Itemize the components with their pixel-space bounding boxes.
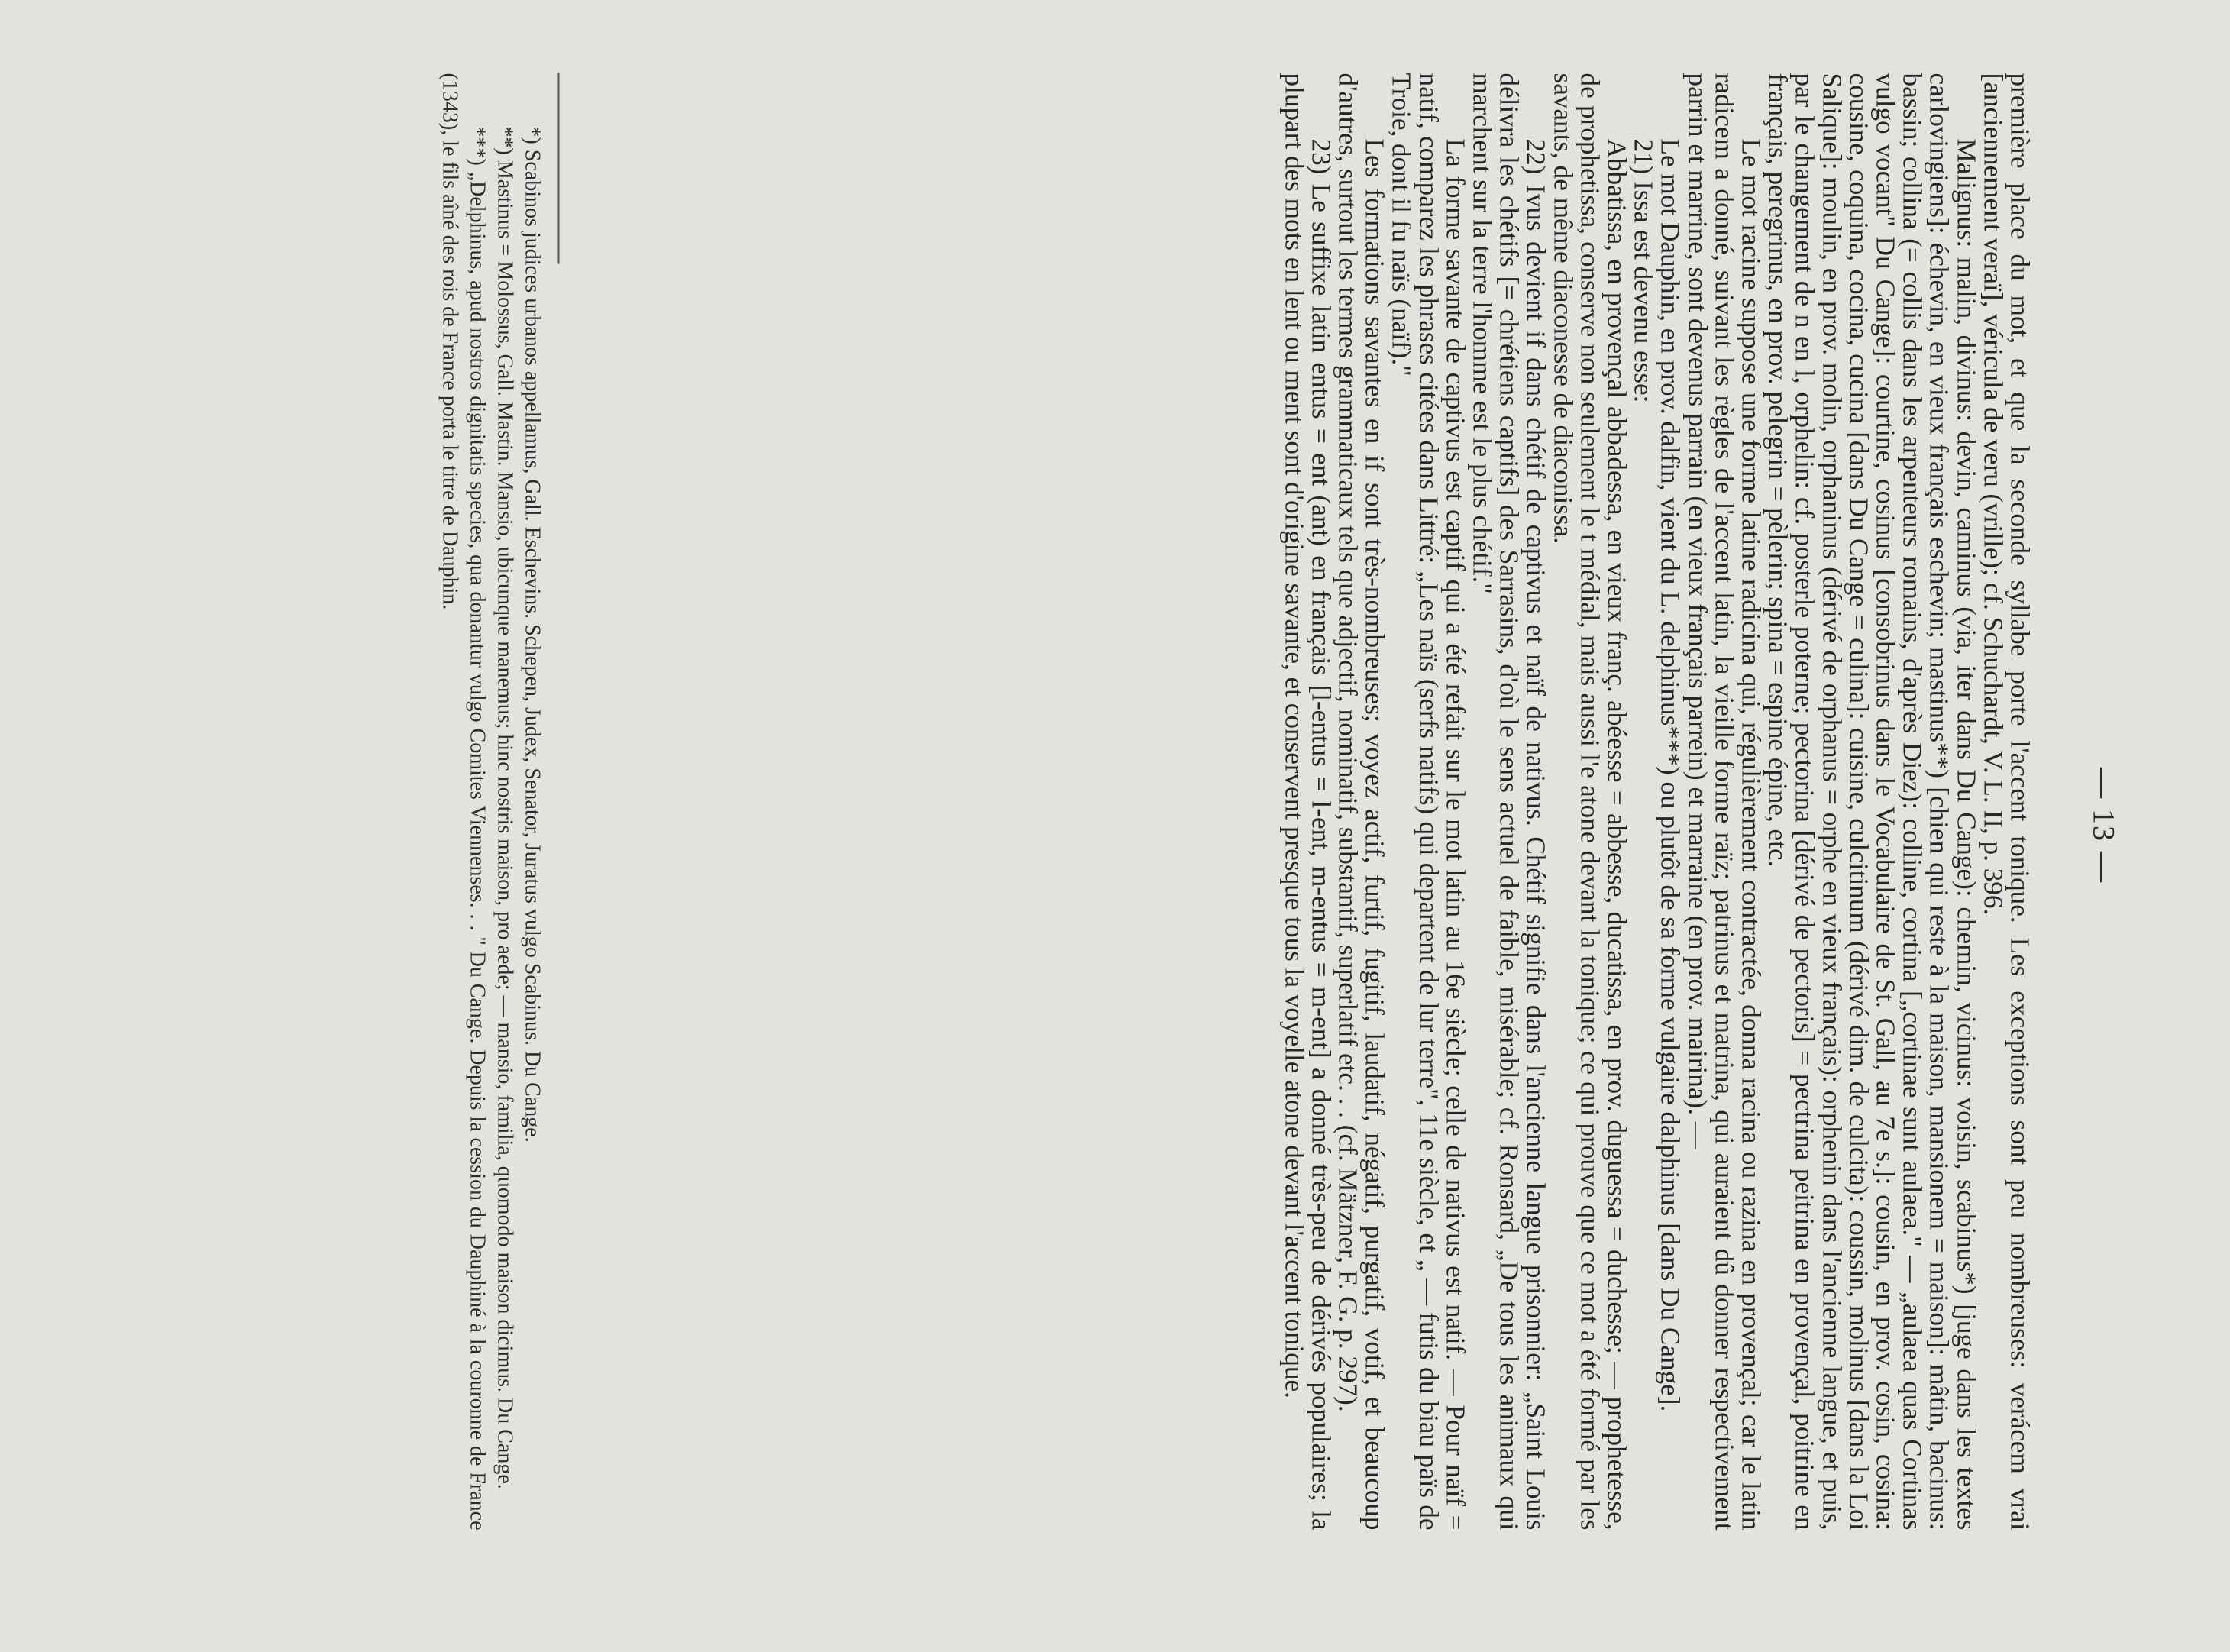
footnotes bbox=[436, 73, 546, 1531]
paragraph-captif: La forme savante de captivus est captif qui a été refait sur le mot latin au 16e siècle; celle de nativus est natif. — Pour naïf = natif, comparez les phrases citées dans Littré: „Les naïs (serfs natifs) qui departent de lur terre", 11e siècle, et „ — futis du biau païs de Troie, dont il fu naïs (naïf)." bbox=[1386, 73, 1471, 1531]
book-page bbox=[1, 0, 2230, 1652]
paragraph-exceptions: première place du mot, et que la seconde syllabe porte l'accent tonique. Les exceptions sont peu nombreuses: verácem vrai [anciennement veraï], véricula de veru (vrille); cf. Schuchardt, V. L. II, p. 396. bbox=[1978, 73, 2035, 1531]
paragraph-formations-savantes: Les formations savantes en if sont très-nombreuses; voyez actif, furtif, fugitif, laudatif, négatif, purgatif, votif, et beaucoup d'autres, surtout les termes grammaticaux tels que adjectif, nominatif, substantif, superlatif etc. . . (cf. Mätzner, F. G. p. 297). bbox=[1333, 73, 1390, 1531]
footnote-1: *) Scabinos judices urbanos appellamus, Gall. Eschevins. Schepen, Judex, Senator, Juratus vulgo Scabinus. Du Cange. bbox=[520, 126, 545, 1143]
footnote-2: **) Mastinus = Molossus, Gall. Mastin. Mansio, ubicunque manemus; hinc nostris maison, pro aede; — mansio, familia, quomodo maison dicimus. Du Cange. bbox=[493, 126, 517, 1489]
section-21-heading: 21) Issa est devenu esse: bbox=[1628, 138, 1659, 403]
section-22-ivus: 22) Ivus devient if dans chétif de captivus et naïf de nativus. Chétif signifie dans l'ancienne langue prisonnier: „Saint Louis délivra les chétifs [= chrétiens captifs] des Sarrasins, d'où le sens actuel de faible, misérable; cf. Ronsard, „De tous les animaux qui marchent sur la terre l'homme est le plus chétif." bbox=[1467, 73, 1551, 1531]
footnote-separator bbox=[558, 73, 560, 264]
paragraph-malignus-examples: Malignus: malin, divinus: devin, caminus (via, iter dans Du Cange): chemin, vicinus: voisin, scabinus*) [juge dans les textes carlovingiens]: échevin, en vieux français eschevin; mastinus**) [chien qui reste à la maison, mansionem = maison]: mâtin, bacinus: bassin; collina (= collis dans les arpenteurs romains, d'après Diez): colline, cortina [„cortinae sunt aulaea." — „aulaea quas Cortinas vulgo vocant" Du Cange]: courtine, cosinus [consobrinus dans le Vocabulaire de St. Gall, au 7e s.]: cousin, en prov. cosin, cosina: cousine, coquina, cocina, cucina [dans Du Cange = culina]: cuisine, culcitinum (dérivé dim. de culcita): coussin, molinus [dans la Loi Salique]: moulin, en prov. molin, orphaninus (dérivé de orphanus = orphe en vieux français): orphenin dans l'ancienne langue, et puis, par le changement de n en l, orphelin: cf. posterle poterne; pectorina [dérivé de pectoris] = pectrina peitrina en provençal, poitrine en français, peregrinus, en prov. pelegrin = pèlerin; spina = espine épine, etc. bbox=[1763, 73, 1982, 1531]
paragraph-dauphin: Le mot Dauphin, en prov. dalfin, vient du L. delphinus***) ou plutôt de sa forme vulgaire dalphinus [dans Du Cange]. bbox=[1655, 138, 1685, 1412]
footnote-3: ***) „Delphinus, apud nostros dignitatis species, qua donantur vulgo Comites Viennenses. . . " Du Cange. Depuis la cession du Dauphiné à la couronne de France (1343), le fils aîné des rois de France porta le titre de Dauphin. bbox=[438, 73, 490, 1531]
page-number-header: — 13 — bbox=[2086, 768, 2122, 884]
paragraph-abbatissa: Abbatissa, en provençal abbadessa, en vieux franç. abéesse = abbesse, ducatissa, en prov. duguessa = duchesse; — prophetesse, de prophetissa, conserve non seulement le t médial, mais aussi l'e atone devant la tonique; ce qui prouve que ce mot a été formé par les savants, de même diaconesse de diaconissa. bbox=[1548, 73, 1632, 1531]
paragraph-racine: Le mot racine suppose une forme latine radicina qui, régulièrement contractée, donna racina ou razina en provençal; car le latin radicem a donné, suivant les règles de l'accent latin, la vieille forme raïz; patrinus et matrina, qui auraient dû donner respectivement parrin et marrine, sont devenus parrain (en vieux français parrein) et marraine (en prov. mairina). — bbox=[1682, 73, 1766, 1531]
main-text-body bbox=[1281, 73, 2034, 1531]
section-23-entus: 23) Le suffixe latin entus = ent (ant) en français [l-entus = l-ent, m-entus = m-ent] a donné très-peu de dérivés populaires; la plupart des mots en lent ou ment sont d'origine savante, et conservent presque tous la voyelle atone devant l'accent tonique. bbox=[1279, 73, 1336, 1531]
